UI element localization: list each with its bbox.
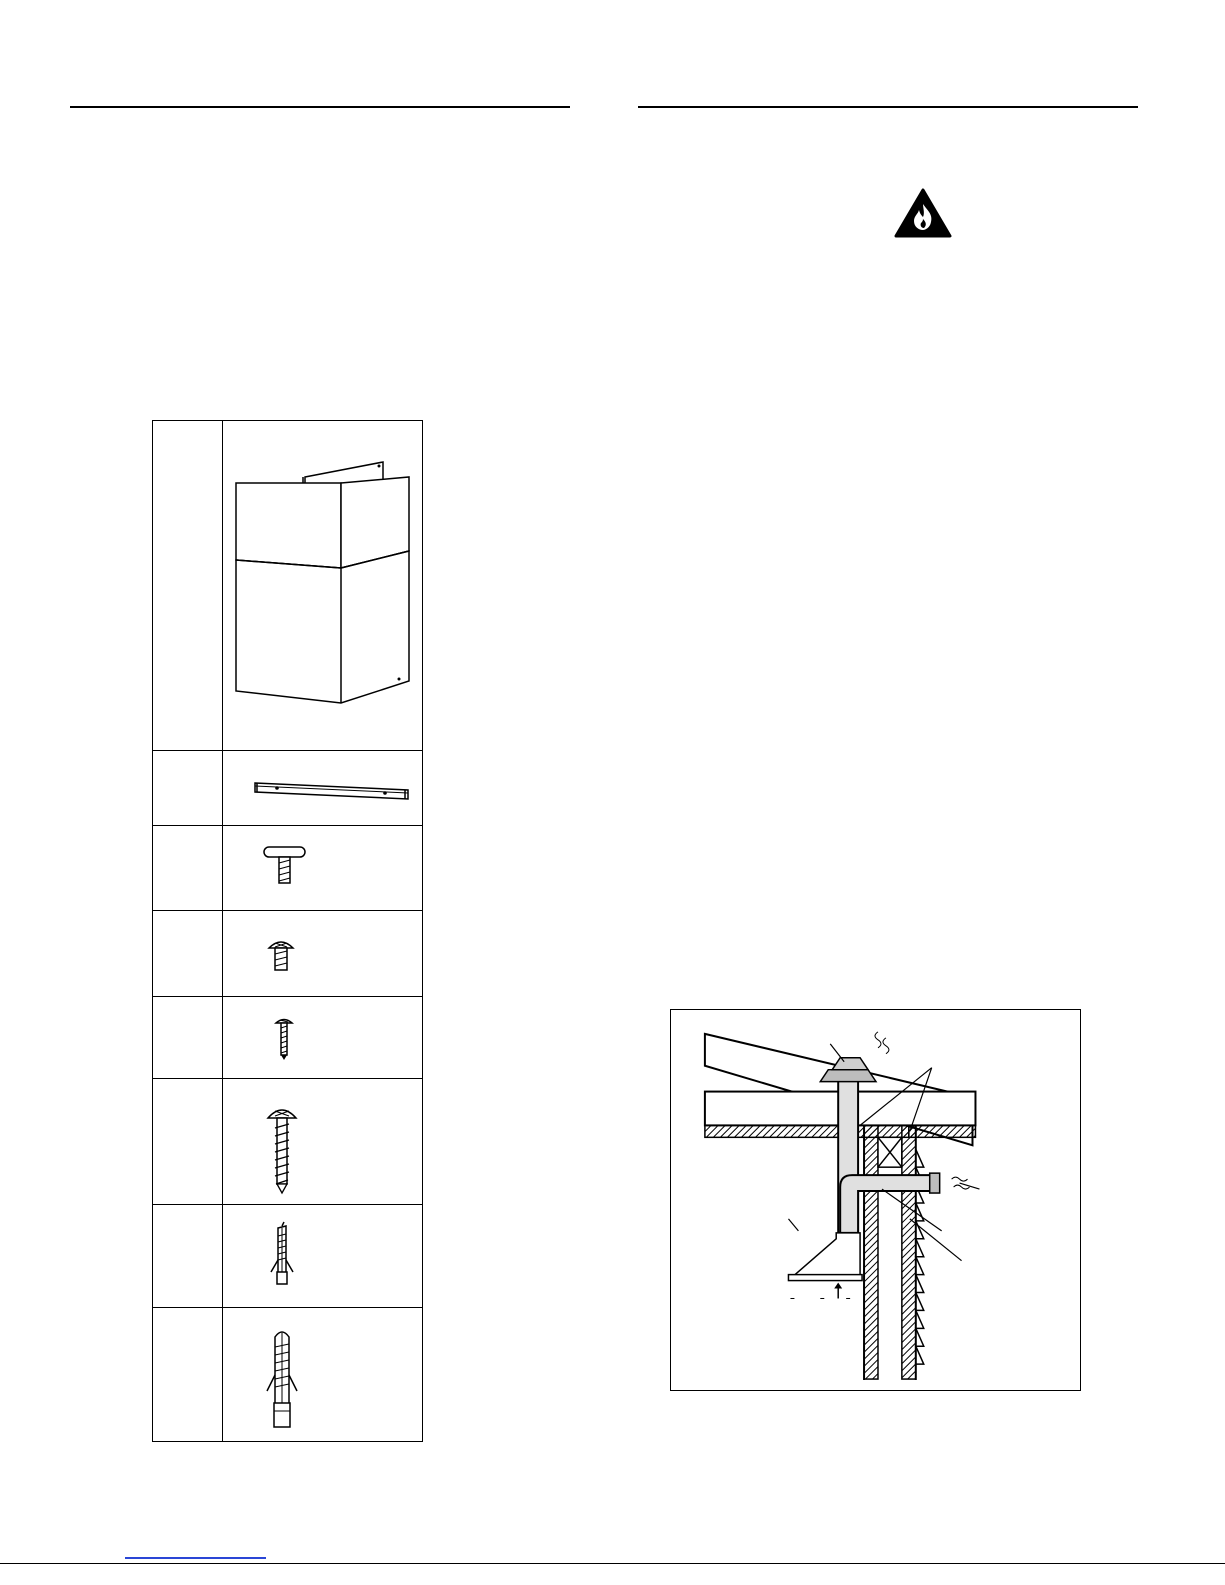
fire-warning-icon — [894, 188, 952, 238]
table-row — [223, 750, 423, 825]
table-row — [223, 421, 423, 750]
right-column-header-rule — [638, 106, 1138, 108]
left-column-header-rule — [70, 106, 570, 108]
long-screw-icon — [223, 1078, 423, 1204]
flat-head-bolt-icon — [223, 825, 423, 910]
table-row — [223, 996, 423, 1078]
small-anchor-icon — [223, 1204, 423, 1307]
parts-table — [152, 420, 423, 1442]
short-screw-icon — [223, 910, 423, 996]
table-row — [223, 1307, 423, 1443]
table-row — [223, 1078, 423, 1204]
venting-diagram-icon — [671, 1010, 1080, 1390]
venting-diagram — [670, 1009, 1081, 1391]
footer-link-underline[interactable] — [125, 1557, 266, 1559]
thin-screw-icon — [223, 996, 423, 1078]
footer-rule — [0, 1563, 1225, 1564]
chimney-cover-icon — [223, 421, 423, 750]
bracket-icon — [223, 750, 423, 825]
large-anchor-icon — [223, 1307, 423, 1443]
table-row — [223, 910, 423, 996]
table-row — [223, 1204, 423, 1307]
table-row — [223, 825, 423, 910]
